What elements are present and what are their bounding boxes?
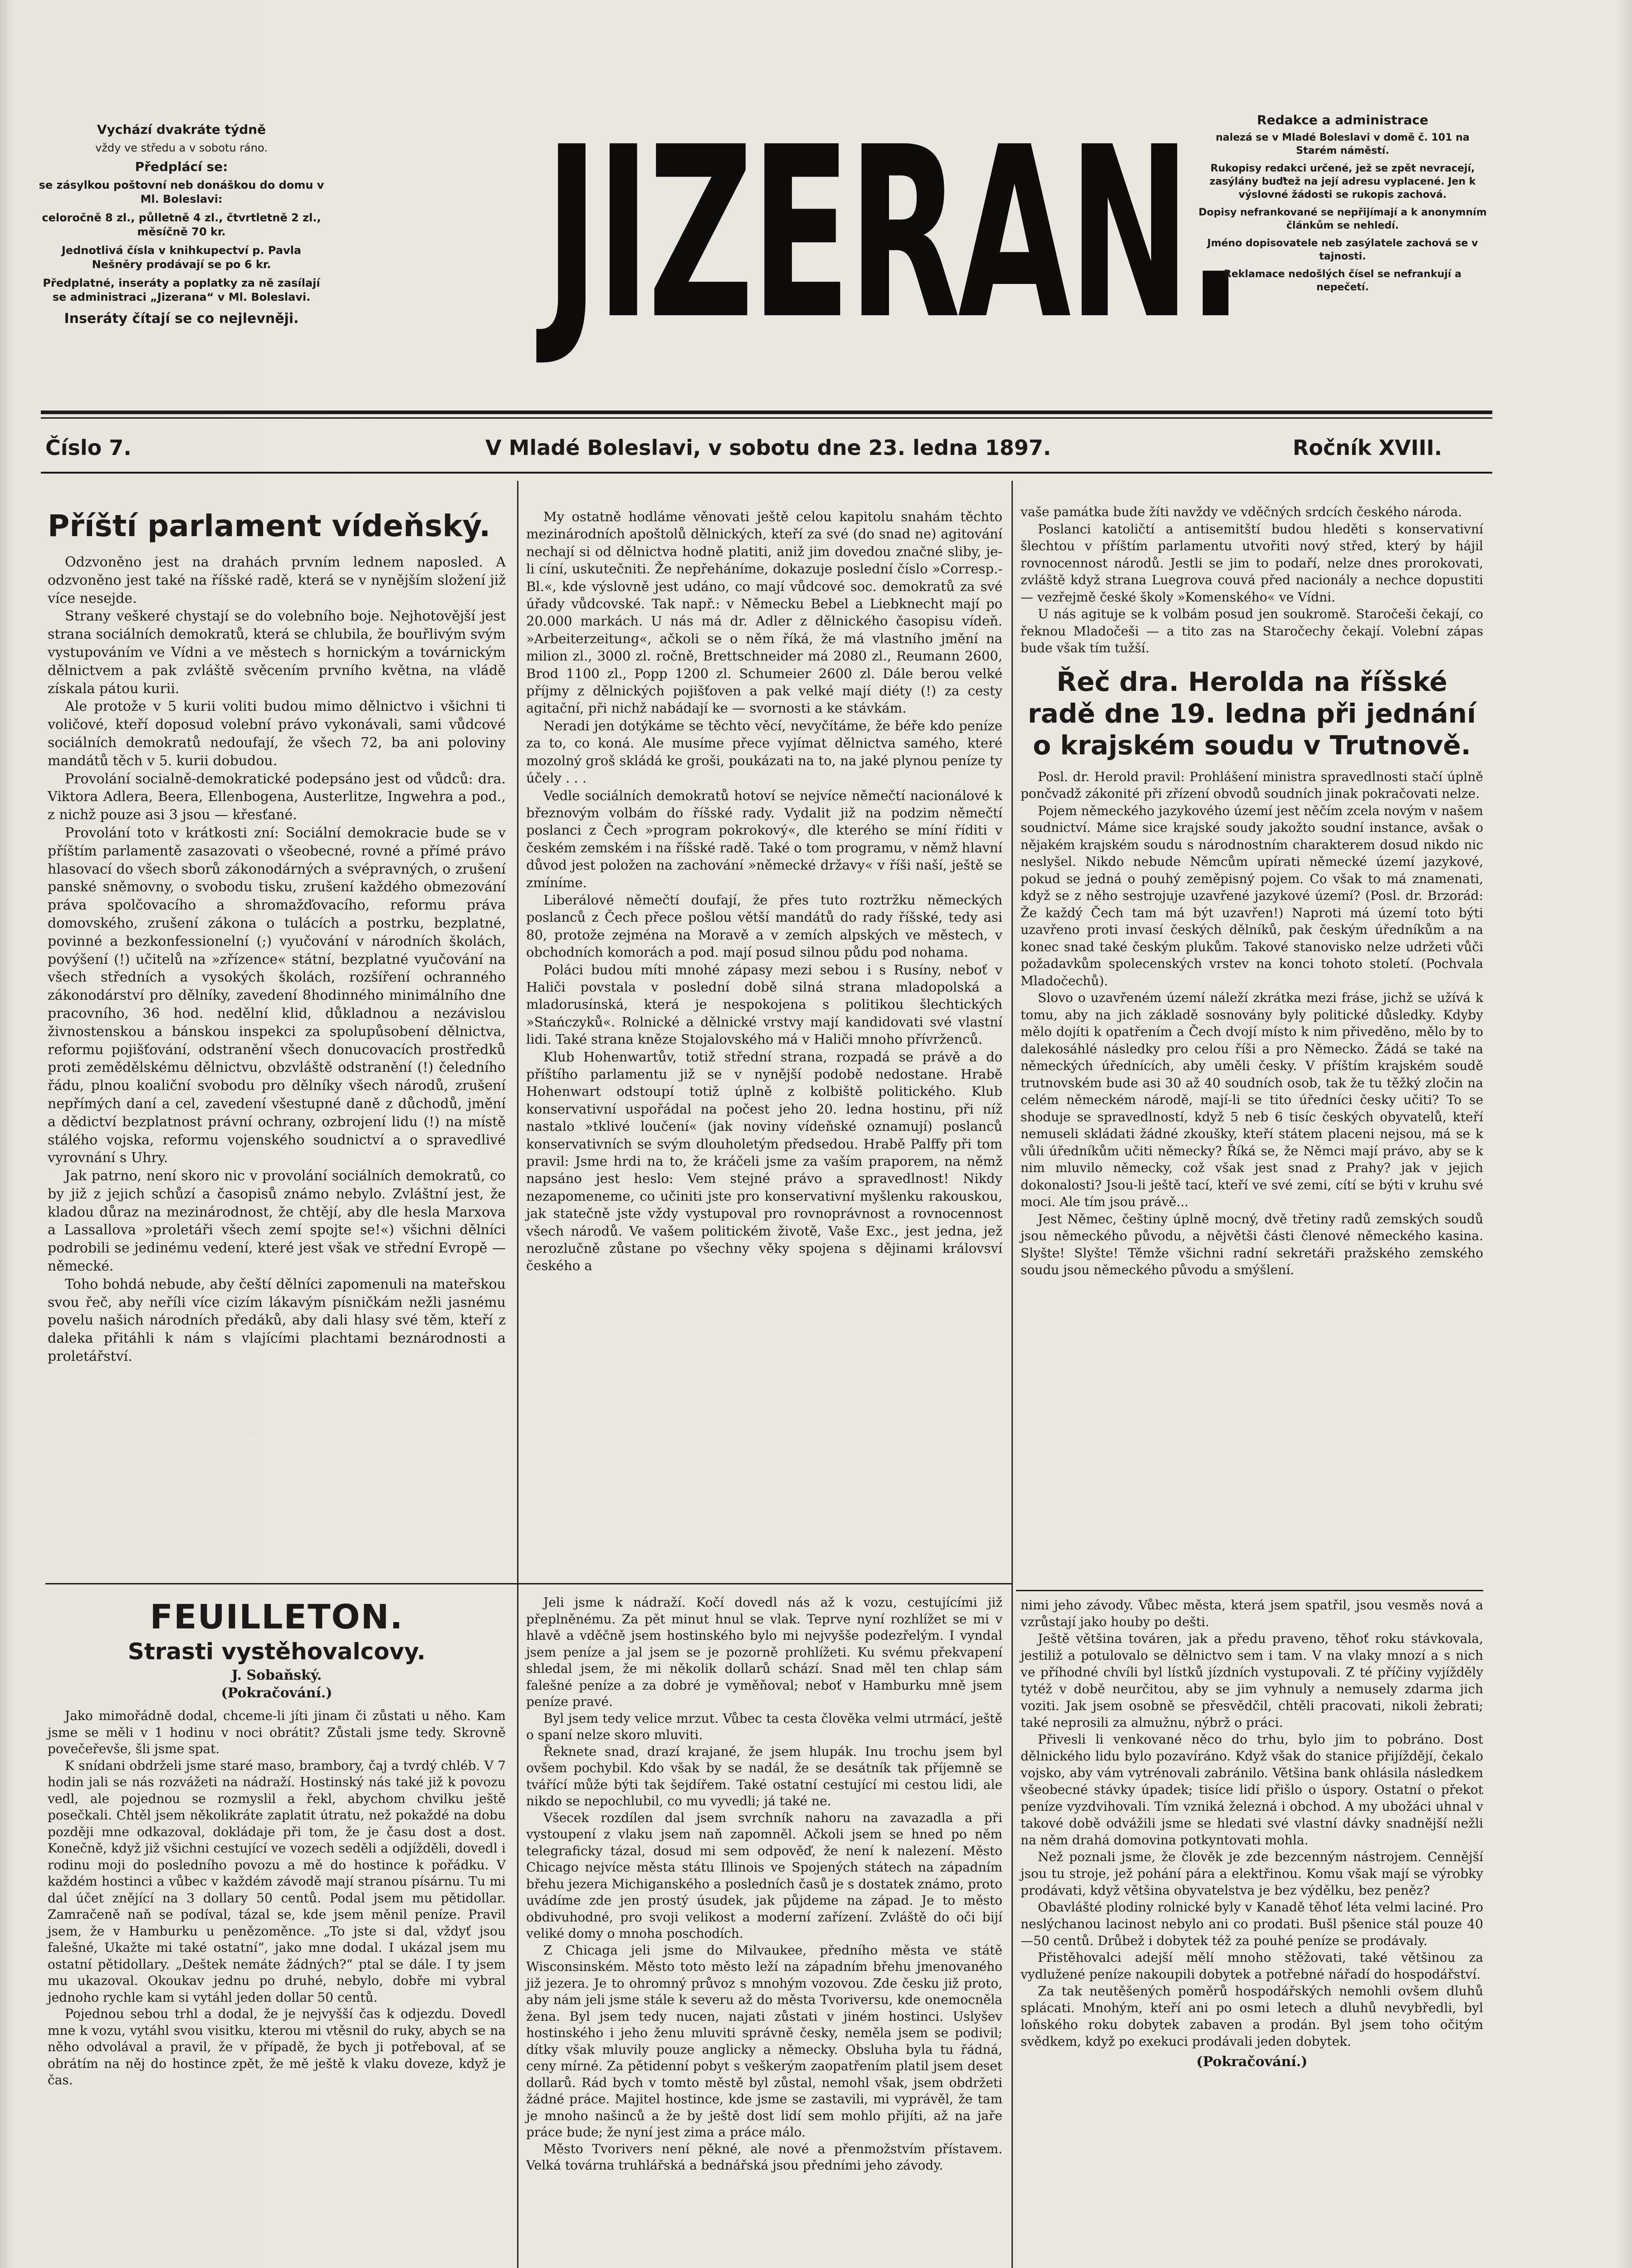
article-herold-title: Řeč dra. Herolda na říšské radě dne 19. ledna při jednání o krajském soudu v Trutnově. <box>1028 666 1476 761</box>
feuilleton-continuation: (Pokračování.) <box>221 1685 332 1701</box>
feuilleton-continued <box>526 1594 1002 2174</box>
column-divider-1 <box>517 481 518 2268</box>
payment-info: Předplatné, inseráty a poplatky za ně zasílají se administraci „Jizerana“ v Ml. Boleslavi. <box>43 277 320 303</box>
column3-rule <box>1016 1590 1483 1591</box>
manuscripts-info: Rukopisy redakci určené, jež se zpět nevracejí, zasýlány buďtež na její adresu vyplacené. Jen k výslovné žádosti se rukopis zachová. <box>1209 163 1476 200</box>
paragraph: Provolání socialně-demokratické podepsáno jest od vůdců: dra. Viktora Adlera, Beera, Ellenbogena, Austerlitze, Ingwehra a pod., z nichž pouze asi 3 jsou — křesťané. <box>48 771 506 823</box>
continuation-note: (Pokračování.) <box>1196 2054 1308 2070</box>
paragraph: Ještě většina továren, jak a předu praveno, těhoť roku stávkovala, jestiliž a potulovalo se dělnictvo sem i tam. V na vlaky mnozí a s nich ve příhodné chvíli byl lístků jízdních vystupovali. Z té příčiny vyjížděly tytéž v době neurčitou, aby se jim vyhnuly a nemusely zdarma jich voziti. Jak jsem osobně se přesvědčil, chtěli pracovati, nikoli žebrati; také neprosili za almužnu, nýbrž o práci. <box>1021 1631 1483 1730</box>
column-divider-2 <box>1011 481 1013 2268</box>
paragraph: Jak patrno, není skoro nic v provolání sociálních demokratů, co by již z jejich schůzí a časopisů známo nebylo. Zvláštní jest, že kladou důraz na mezinárodnost, že chtějí, aby dle hesla Marxova a Lassallova »proletáři všech zemí spojte se!«) všichni dělníci podrobili se jedinému vedení, které jest však ve střední Evropě — německé. <box>48 1168 506 1275</box>
paragraph: nimi jeho závody. Vůbec města, která jsem spatřil, jsou vesměs nová a vzrůstají jako houby po dešti. <box>1021 1598 1483 1629</box>
paragraph: Slovo o uzavřeném území náleží zkrátka mezi fráse, jichž se užívá k tomu, aby na jich základě sosnovány byly politické důsledky. Kdyby mělo dojíti k opatřením a Čech dvojí místo k nim přiveděno, mělo by to dalekosáhlé následky pro celou říši a pro Německo. Žádá se také na německých úřednících, aby uměli česky. V příštím krajském soudě trutnovském bude asi 30 až 40 soudních osob, tak že tu těžký zločin na celém německém národě, mají-li se tito úředníci česky učiti? To se shoduje se spravedlností, když 5 neb 6 tisíc českých obyvatelů, kteří nemuseli skládati žádné zkoušky, kteří státem placeni nejsou, má se k vůli úředníkům učiti německy? Říká se, že Němci mají právo, aby se k nim mluvilo německy, což však jest snad z Prahy? jak v jejich dokonalosti? Jsou-li ještě tací, kteří ve své zemi, cítí se býti v kruhu své moci. Ale tím jsou právě... <box>1021 990 1483 1209</box>
paragraph: Strany veškeré chystají se do volebního boje. Nejhotovější jest strana sociálních demokratů, která se chlubila, že bouřlivým svým vystupováním ve Vídni a ve městech s hornickým a továrnickým dělnictvem a pak zvláště svěcením prvního května, na vládě získala pátou kurii. <box>48 608 506 697</box>
feuilleton-title: FEUILLETON. <box>150 1598 404 1637</box>
paragraph: Přistěhovalci adejší mělí mnoho stěžovati, také většinou za vydlužené peníze nakoupili dobytek a potřebné nářadí do hospodářství. <box>1021 1950 1483 1982</box>
paragraph: Byl jsem tedy velice mrzut. Vůbec ta cesta člověka velmi utrmácí, ještě o spaní nelze skoro mluviti. <box>526 1711 1002 1742</box>
paragraph: Všecek rozdílen dal jsem svrchník nahoru na zavazadla a při vystoupení z vlaku jsem naň zapomněl. Ačkoli jsem se hned po něm telegraficky tázal, dosud mi sem odpověď, že není k nalezení. Město Chicago nejvíce města státu Illinois ve Spojených státech na západním břehu jezera Michiganského a posledních časů je s dostatek známo, proto uvádíme zde jen prostý úsudek, jak půjdeme na západ. Je to město obdivuhodné, pro svoji velikost a moderní zařízení. Zvláště do oči bijí veliké domy o mnoha poschodích. <box>526 1810 1002 1941</box>
paragraph: Klub Hohenwartův, totiž střední strana, rozpadá se právě a do příštího parlamentu již se v nynější podobě nedostane. Hrabě Hohenwart odstoupí totiž úplně z kolbiště politického. Klub konservativní uspořádal na počest jeho 20. ledna hostinu, při níž nastalo »tklivé loučení« (jak noviny vídeňské oznamují) poslanců konservativních se svým dlouholetým předsedou. Hrabě Palffy při tom pravil: Jsme hrdi na to, že kráčeli jsme za vaším praporem, na němž napsáno jest heslo: Vem stejné právo a spravedlnost! Nikdy nezapomeneme, co učiniti jste pro konservativní myšlenku rakouskou, jak statečně jste vždy vystupoval pro rovnoprávnost a rovnocennost všech národů. Ve vašem politickém životě, Vaše Exc., jest jedna, jež nerozlučně zůstane po všechny věky spojena s dějinami královsví českého a <box>526 1049 1002 1274</box>
feuilleton-rule <box>45 1583 1011 1584</box>
paragraph: My ostatně hodláme věnovati ještě celou kapitolu snahám těchto mezinárodních apoštolů dělnických, kteří za své (do snad ne) agitování nechají si od dělnictva hodně platiti, aniž jim dovedou značné sliby, je-li cíní, uskutečniti. Že nepřeháníme, dokazuje poslední číslo »Corresp.-Bl.«, kde výslovně jest udáno, co mají vůdcové soc. demokratů za své úřady vůdcovské. Tak např.: v Německu Bebel a Liebknecht mají po 20.000 markách. U nás má dr. Adler z dělnického časopisu vídeň. »Arbeiterzeitung«, ačkoli se o něm říká, že má vlastního jmění na milion zl., 3000 zl. ročně, Brettschneider má 2080 zl., Reumann 2600, Brod 1100 zl., Popp 1200 zl. Schumeier 2600 zl. Dále berou velké příjmy z dělnických pojišťoven a pak velké mají diéty (!) za cesty agitační, při nichž nabádají ke — svornosti a ke stávkám. <box>526 509 1002 716</box>
anonymity-info: Jméno dopisovatele neb zasýlatele zachová se v tajnosti. <box>1207 238 1478 262</box>
paragraph: Za tak neutěšených poměrů hospodářských nemohli ovšem dluhů splácati. Mnohým, kteří ani po osmi letech a dluhů nevybředli, byl loňského roku dobytek zabaven a prodán. Byl jsem toho očitým svědkem, když po exekuci prodávali jeden dobytek. <box>1021 1984 1483 2049</box>
paragraph: Odzvoněno jest na drahách prvním lednem naposled. A odzvoněno jest také na říšské radě, která se v nynějším složení již více nesejde. <box>48 554 506 606</box>
issue-date: V Mladé Boleslavi, v sobotu dne 23. ledna 1897. <box>485 435 1051 460</box>
header-rule-thin <box>41 417 1492 419</box>
paragraph: Vedle sociálních demokratů hotoví se nejvíce němečtí nacionálové k březnovým volbám do říšské rady. Vydalit již na podzim němečtí poslanci z Čech »program pokrokový«, dle kterého se míní říditi v českém zemském i na říšské radě. Také o tom programu, v němž hlavní důvod jest položen na zachování »německé državy« v říši naší, ještě se zmíníme. <box>526 787 1002 890</box>
paragraph: vaše památka bude žíti navždy ve vděčných srdcích českého národa. <box>1021 504 1462 519</box>
feuilleton-column3 <box>1021 1597 1483 2070</box>
paragraph: Neradi jen dotýkáme se těchto věcí, nevyčítáme, že béře kdo peníze za to, co koná. Ale musíme přece vyjímat dělnictva samého, které mozolný groš skládá ke groši, poukázati na to, na jaké plynou peníze ty účely . . . <box>526 718 1002 786</box>
article-parliament <box>48 508 506 1366</box>
paragraph: Pojem německého jazykového území jest něčím zcela novým v našem soudnictví. Máme sice krajské soudy jakožto soudní instance, avšak o nějakém krajském soudu s národnostním charakterem dosud nikdo nic neslyšel. Nikdo nebude Němcům upírati německé území jazykové, pokud se jedná o pouhý zeměpisný pojem. Co však to má znamenati, když se z něho sestrojuje uzavřené jazykové území? (Posl. dr. Brzorád: Že každý Čech tam má být uzavřen!) Naproti má území toto býti uzavřeno proti invasí českých dělníků, pak českým úředníkům a na konec snad také českým plukům. Takové stanovisko nelze udržeti vůči požadavkům spolecenských vrstev na konci tohoto století. (Pochvala Mladočechů). <box>1021 803 1483 988</box>
claims-info: Reklamace nedošlých čísel se nefrankují a nepečetí. <box>1224 269 1461 293</box>
subscription-delivery: se zásylkou poštovní neb donáškou do domu v Ml. Boleslavi: <box>39 179 324 205</box>
dateline-rule <box>41 472 1492 474</box>
paragraph: Z Chicaga jeli jsme do Milvaukee, předního města ve státě Wisconsinském. Město toto město leží na západním břehu jmenovaného již jezera. Je to ohromný průvoz s mnohým vozovou. Zde česku již proto, aby nám jeli jsme stále k severu až do města Tvoriversu, kde onemocněla žena. Byl jsem tedy nucen, najati zůstati v jiném hostinci. Uslyšev hostinského i jeho ženu mluviti správně česky, neměla jsem se podivil; dítky však mluvily pouze anglicky a německy. Obsluha byla tu řádná, ceny mírné. Za pětidenní pobyt s veškerým zaopatřením platil jsem deset dollarů. Rád bych v tomto městě byl zůstal, nemohl však, jsem obdržeti žádné práce. Majitel hostince, kde jsme se zastavili, mi vyprávěl, že tam je mnoho našinců a že by ještě dost lidí sem mohlo přijíti, až na jaře práce bude; že nyní jest zima a práce málo. <box>526 1942 1002 2140</box>
subscription-heading: Předplácí se: <box>135 159 228 174</box>
subscription-prices: celoročně 8 zl., půlletně 4 zl., čtvrtletně 2 zl., měsíčně 70 kr. <box>42 211 321 238</box>
feuilleton-subtitle: Strasti vystěhovalcovy. <box>127 1638 426 1665</box>
paragraph: Jako mimořádně dodal, chceme-li jíti jinam či zůstati u něho. Kam jsme se měli v 1 hodinu v noci obrátit? Zůstali jsme tedy. Skrovně povečeřevše, šli jsme spat. <box>48 1708 506 1756</box>
feuilleton-author: J. Sobaňský. <box>231 1667 322 1683</box>
publication-days: vždy ve středu a v sobotu ráno. <box>95 142 268 154</box>
paragraph: K snídani obdrželi jsme staré maso, brambory, čaj a tvrdý chléb. V 7 hodin jali se nás rozvážeti na nádraží. Hostinský nás také již k povozu vedl, ale pojednou se rozmyslil a řekl, abychom chvilku ještě posečkali. Chtěl jsem několikráte zaplatit útratu, než pokaždé na dobu později mne odkazoval, dokládaje při tom, že je času dost a dost. Konečně, když již všichni cestující ve vozech seděli a odjížděli, dovedl i rodinu moji do posledního povozu a mě do hostince k pořádku. V každém hostinci a vůbec v každém závodě mají stranou písárnu. Tu mi dal účet znějící na 3 dollary 50 centů. Podal jsem mu pětidollar. Zamračeně naň se podíval, tázal se, kde jsem měnil peníze. Pravil jsem, že v Hamburku u penězoměnce. „To jste si dal, vždyť jsou falešné, Ukažte mi také ostatní“, jako mne dodal. I ukázal jsem mu ostatní pětidollary. „Deštek nemáte žádných?“ ptal se dále. I ty jsem mu ukazoval. Okoukav jednu po druhé, nebylo, dobře mi vybral jednoho rychle kam si vytáhl jeden dollar 50 centů. <box>48 1758 506 2005</box>
issue-number: Číslo 7. <box>45 435 132 460</box>
paragraph: Provolání toto v krátkosti zní: Sociální demokracie bude se v příštím parlamentě zasazovati o všeobecné, rovné a přímé právo hlasovací do všech sborů zákonodárných a svépravných, o zrušení panské sněmovny, o svobodu tisku, zrušení každého obmezování práva spolčovacího a shromažďovacího, reformu práva domovského, zrušení zákona o tulácích a postrku, bezplatné, povinné a bezkonfessionelní (;) vyučování v národních školách, povýšení (!) učitelů na »zřízence« státní, bezplatné vyučování na všech středních a vysokých školách, rozšíření ochranného zákonodárství pro dělníky, zavedení 8hodinného minimálního dne pracovního, 36 hod. nedělní klid, důkladnou a nezávislou živnostenskou a bánskou inspekci za spolupůsobení dělnictva, reformu pojišťování, odstranění všech donucovacích prostředků proti zemědělskému dělnictvu, obzvláště odstranění (!) čeledního řádu, plnou koaliční svobodu pro dělníky všech národů, zrušení nepřímých daní a cel, zavedení všestupné daně z důchodů, jmění a dědictví bezplatnost právní ochrany, ozbrojení lidu (!) na místě stálého vojska, reformu vojenského soudnictví a o spravedlivé vyrovnání s Uhry. <box>48 825 506 1166</box>
paragraph: Jest Němec, češtiny úplně mocný, dvě třetiny radů zemských soudů jsou německého původu, a nějvětši části členové německého kasina. Slyšte! Slyšte! Těmže všichni radní sekretáři pražského zemského soudu jsou německého původu a smýšlení. <box>1021 1211 1483 1277</box>
paragraph: U nás agituje se k volbám posud jen soukromě. Staročeši čekají, co řeknou Mladočeši — a tito zas na Staročechy čekají. Volební zápas bude však tím tužší. <box>1021 606 1483 655</box>
article-parliament-continued <box>526 508 1002 1275</box>
paragraph: Toho bohdá nebude, aby čeští dělníci zapomenuli na mateřskou svou řeč, aby neříli více cizím lákavým písničkám nežli jasnému povelu našich národních předáků, aby dali hlasy své těm, kteří z daleka přitáhli k nám s vlajícími plachtami beznárodnosti a proletářství. <box>48 1276 506 1365</box>
ads-info: Inseráty čítají se co nejlevněji. <box>64 311 299 327</box>
article-parliament-title: Příští parlament vídeňský. <box>48 508 491 543</box>
paragraph: Obavlášté plodiny rolnické byly v Kanadě těhoť léta velmi laciné. Pro neslýchanou lacinost nebylo ani co prodati. Bušl pšenice stál pouze 40—50 centů. Drůbež i dobytek též za pouhé peníze se prodávaly. <box>1021 1900 1483 1948</box>
issue-volume: Ročník XVIII. <box>1293 435 1442 460</box>
publication-frequency: Vychází dvakráte týdně <box>97 122 266 137</box>
paragraph: Pojednou sebou trhl a dodal, že je nejvyšší čas k odjezdu. Dovedl mne k vozu, vytáhl svou visitku, kterou mi vtěsnil do ruky, abych se na něho odvolával a pravil, že v případě, že bych ji potřeboval, ať se obrátím na něj do hostince zpět, že mě ještě k vlaku doveze, když je čas. <box>48 2006 506 2087</box>
paragraph: Než poznali jsme, že člověk je zde bezcenným nástrojem. Cennější jsou tu stroje, jež pohání pára a elektřinou. Komu však mají se výrobky prodávati, když většina obyvatelstva je bez výdělku, bez peněz? <box>1021 1849 1483 1898</box>
paragraph: Posl. dr. Herold pravil: Prohlášení ministra spravedlnosti stačí úplně pončvadž zákonité při zřízení obvodů soudních jinak pokračovati nelze. <box>1021 769 1483 801</box>
paragraph: Liberálové němečtí doufají, že přes tuto roztržku německých poslanců z Čech přece pošlou větší mandátů do rady říšské, tedy asi 80, protože zejména na Moravě a v zemích alpských ve městech, v obchodních komorách a pod. mají posud silnou půdu pod nohama. <box>526 892 1002 960</box>
header-rule-top <box>41 411 1492 414</box>
feuilleton-section <box>48 1597 506 2089</box>
paragraph: Řeknete snad, drazí krajané, že jsem hlupák. Inu trochu jsem byl ovšem pochybil. Kdo však by se nadál, že se desátník tak příjemně se tvářící může býti tak šejdířem. Také ostatní cestující mi cestou lidi, ale nikdo se nepochlubil, co mu vyvedli; já také ne. <box>526 1744 1002 1809</box>
paragraph: Přivesli li venkované něco do trhu, bylo jim to pobráno. Dost dělnického lidu bylo pozavíráno. Když však do stanice přijíždějí, čekalo vojsko, aby vám vytrénovali zabránilo. Většina bank ohlásila následkem všeobecné stávky úpadek; tisíce lidí přišlo o úspory. Ostatní o překot peníze vyzdvihovali. Tím vzniká železná i obchod. A my ubožáci uhnal v takové době odvážili jsme se hledati své vlastní dávky snadnější nežli na něm drahá domovina potkyntovati mohla. <box>1021 1732 1483 1848</box>
paragraph: Ale protože v 5 kurii voliti budou mimo dělnictvo i všichni ti voličové, kteří doposud volební právo vykonávali, sami vůdcové sociálních demokratů nedoufají, že všech 72, ba ani poloviny mandátů těch v 5. kurii dobudou. <box>48 699 506 769</box>
subscription-info <box>36 122 327 330</box>
paragraph: Jeli jsme k nádraží. Kočí dovedl nás až k vozu, cestujícími již přeplněnému. Za pět minut hnul se vlak. Teprve nyní rozhlížet se mi v hlavě a vděčně jsem hostinského bylo mi nejvyšše podezřelým. I vyndal jsem peníze a jal jsem se je pozorně prohlížeti. Ku svému překvapení shledal jsem, že mi několik dollarů schází. Snad měl ten chlap sám falešné peníze a za dobré je vyměňoval; neboť v Hamburku mně jsem peníze pravé. <box>526 1595 1002 1709</box>
editorial-address: nalezá se v Mladé Boleslavi v domě č. 101 na Starém náměstí. <box>1216 132 1470 156</box>
editorial-heading: Redakce a administrace <box>1257 112 1428 127</box>
paragraph: Město Tvorivers není pěkné, ale nové a přenmožstvím přístavem. Velká továrna truhlářská a bednářská jsou předními jeho závody. <box>526 2141 1002 2173</box>
single-copy-info: Jednotlivá čísla v knihkupectví p. Pavla Nešněry prodávají se po 6 kr. <box>61 244 302 271</box>
masthead-title: JIZERAN. <box>544 96 1241 371</box>
article-herold <box>1021 503 1483 1279</box>
editorial-info <box>1197 113 1488 298</box>
paragraph: Poláci budou míti mnohé zápasy mezi sebou i s Rusíny, neboť v Haliči povstala v poslední době silná strana mladopolská a mladorusínská, která je nespokojena s politikou šlechtických »Stańczyků«. Rolnické a dělnické vrstvy mají kandidovati své vlastní lidi. Také strana kněze Stojalovského má v Haliči mnoho přívrženců. <box>526 962 1002 1047</box>
letters-info: Dopisy nefrankované se nepřijímají a k anonymním článkům se nehledí. <box>1198 207 1487 231</box>
paragraph: Poslanci katoličtí a antisemitští budou hleděti s konservativní šlechtou v příštím parlamentu utvořiti nový střed, který by hájil rovnocennost národů. Jestli se jim to podaří, nelze dnes prorokovati, zvláště když strana Luegrova couvá před nacionály a nechce dopustiti — vezřejmě české školy »Komenského« ve Vídni. <box>1021 521 1483 605</box>
